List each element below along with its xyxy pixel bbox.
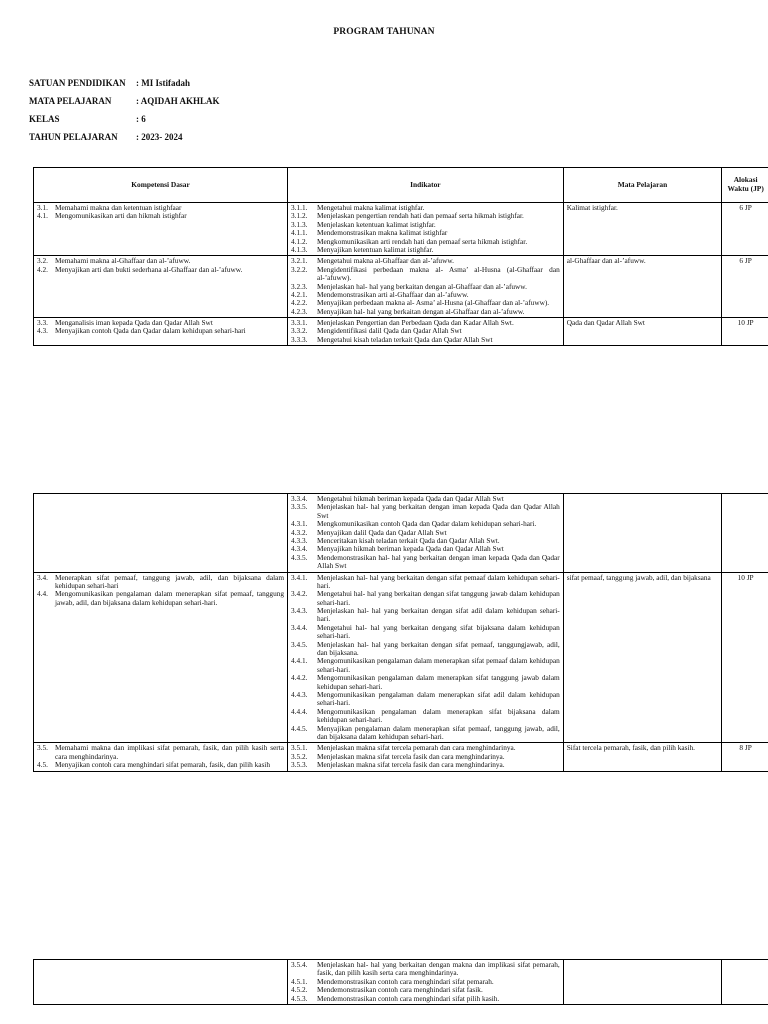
meta-key: MATA PELAJARAN [29, 96, 112, 106]
cell-kompetensi-dasar [34, 572, 288, 743]
indikator-number: 3.3.2. [291, 326, 308, 336]
indikator-text: Menjelaskan pengertian rendah hati dan pemaaf serta hikmah istighfar. [317, 211, 524, 221]
indikator-number: 4.4.1. [291, 656, 308, 666]
indikator-number: 3.5.3. [291, 760, 308, 770]
indikator-number: 4.4.2. [291, 673, 308, 683]
kd-number: 3.4. [37, 572, 48, 582]
cell-indikator [288, 494, 564, 573]
page-title: PROGRAM TAHUNAN [333, 27, 435, 37]
indikator-text: Menyajikan hal- hal yang berkaitan dengan al-Ghaffaar dan al-’afuww. [317, 306, 525, 316]
meta-value: : 6 [136, 114, 146, 124]
program-table-part-3 [33, 959, 768, 1005]
indikator-number: 4.2.1. [291, 289, 308, 299]
indikator-number: 4.4.4. [291, 706, 308, 716]
program-table-part-2 [33, 493, 768, 772]
header-alokasi-waktu: Alokasi Waktu (JP) [722, 168, 768, 203]
indikator-text: Mengomunikasikan pengalaman dalam menerapkan sifat tanggung jawab dalam kehidupan sehari-hari. [317, 673, 560, 691]
indikator-item [291, 708, 560, 725]
indikator-item [291, 624, 560, 641]
meta-row-tahun [29, 132, 220, 150]
indikator-item [291, 607, 560, 624]
kd-number: 4.5. [37, 760, 48, 770]
cell-mata-pelajaran: Kalimat istighfar. [563, 203, 721, 256]
table-row [34, 203, 768, 256]
kd-text: Menyajikan arti dan bukti sederhana al-Ghaffaar dan al-’afuww. [55, 264, 243, 274]
indikator-text: Menjelaskan makna sifat tercela pemarah dan cara menghindarinya. [317, 743, 516, 753]
indikator-number: 4.4.3. [291, 689, 308, 699]
indikator-number: 3.1.3. [291, 219, 308, 229]
indikator-text: Menjelaskan Pengertian dan Perbedaan Qada dan Kadar Allah Swt. [317, 318, 514, 328]
kd-item [37, 744, 284, 761]
cell-kompetensi-dasar [34, 203, 288, 256]
table-row [34, 743, 768, 771]
table-row [34, 960, 768, 1005]
indikator-text: Mendemonstrasikan arti al-Ghaffaar dan al-’afuww. [317, 289, 469, 299]
indikator-text: Menyajikan pengalaman dalam menerapkan sifat pemaaf, tanggung jawab, adil, dan bijaksana dalam kehidupan sehari-hari. [317, 723, 560, 741]
indikator-text: Menyajikan perbedaan makna al- Asma’ al-Husna (al-Ghaffaar dan al-’afuww). [317, 298, 550, 308]
kd-text: Memahami makna dan ketentuan istighfaar [55, 203, 182, 212]
indikator-text: Menjelaskan hal- hal yang berkaitan dengan makna dan implikasi sifat pemarah, fasik, dan pilih kasih serta cara menghindarinya. [317, 960, 560, 978]
header-mata-pelajaran: Mata Pelajaran [563, 168, 721, 203]
meta-value: : AQIDAH AKHLAK [136, 96, 220, 106]
indikator-text: Menjelaskan hal- hal yang berkaitan dengan iman kepada Qada dan Qadar Allah Swt [317, 502, 560, 520]
indikator-number: 3.1.1. [291, 203, 308, 212]
kd-item [37, 761, 284, 769]
cell-indikator [288, 960, 564, 1005]
indikator-text: Mengomunikasikan pengalaman dalam menerapkan sifat bijaksana dalam kehidupan sehari-hari. [317, 706, 560, 725]
indikator-item [291, 246, 560, 254]
indikator-number: 4.1.2. [291, 236, 308, 246]
indikator-text: Menyajikan hikmah beriman kepada Qada dan Qadar Allah Swt [317, 544, 504, 554]
indikator-number: 3.3.5. [291, 502, 308, 512]
indikator-number: 4.2.2. [291, 298, 308, 308]
indikator-item [291, 503, 560, 520]
indikator-text: Mengetahui hal- hal yang berkaitan dengan sifat tanggung jawab dalam kehidupan sehari-hari. [317, 589, 560, 607]
kd-number: 3.2. [37, 256, 48, 266]
kd-text: Mengomunikasikan arti dan hikmah istighfar [55, 211, 187, 221]
header-indikator: Indikator [288, 168, 564, 203]
indikator-item [291, 266, 560, 283]
cell-mata-pelajaran [563, 960, 721, 1005]
indikator-item [291, 725, 560, 742]
indikator-number: 4.1.1. [291, 228, 308, 238]
indikator-text: Menjelaskan hal- hal yang berkaitan dengan sifat pemaaf, tanggungjawab, adil, dan bijaksana. [317, 639, 560, 658]
indikator-text: Menjelaskan hal- hal yang berkaitan dengan sifat adil dalam kehidupan sehari-hari. [317, 606, 560, 624]
indikator-number: 3.3.3. [291, 334, 308, 344]
indikator-text: Menjelaskan makna sifat tercela fasik dan cara menghindarinya. [317, 760, 505, 770]
indikator-text: Menyajikan dalil Qada dan Qadar Allah Swt [317, 527, 447, 537]
indikator-text: Menceritakan kisah teladan terkait Qada dan Qadar Allah Swt. [317, 535, 500, 545]
indikator-item [291, 554, 560, 571]
indikator-text: Mengomunikasikan pengalaman dalam menerapkan sifat pemaaf dalam kehidupan sehari-hari. [317, 656, 560, 674]
indikator-number: 3.3.1. [291, 318, 308, 328]
meta-row-mapel [29, 96, 220, 114]
kd-item [37, 574, 284, 591]
meta-value: : 2023- 2024 [136, 132, 183, 142]
cell-indikator [288, 256, 564, 318]
indikator-item [291, 641, 560, 658]
indikator-text: Menjelaskan makna sifat tercela fasik dan cara menghindarinya. [317, 751, 505, 761]
indikator-number: 4.3.5. [291, 552, 308, 562]
cell-kompetensi-dasar [34, 318, 288, 346]
cell-kompetensi-dasar [34, 494, 288, 573]
cell-mata-pelajaran: Sifat tercela pemarah, fasik, dan pilih kasih. [563, 743, 721, 771]
indikator-number: 4.3.1. [291, 519, 308, 529]
indikator-item [291, 336, 560, 344]
indikator-text: Menjelaskan hal- hal yang berkaitan dengan al-Ghaffaar dan al-’afuww. [317, 281, 527, 291]
cell-alokasi-waktu: 8 JP [722, 743, 768, 771]
kd-number: 4.1. [37, 211, 48, 221]
program-table-part-1 [33, 167, 768, 346]
kd-number: 4.4. [37, 589, 48, 599]
indikator-number: 4.4.5. [291, 723, 308, 733]
indikator-number: 3.2.1. [291, 256, 308, 266]
kd-number: 3.5. [37, 743, 48, 753]
indikator-text: Menyajikan ketentuan kalimat istighfar. [317, 244, 434, 254]
meta-row-satuan [29, 78, 220, 96]
indikator-text: Mengetahui makna al-Ghaffaar dan al-’afuww. [317, 256, 454, 266]
meta-key: TAHUN PELAJARAN [29, 132, 118, 142]
kd-text: Menyajikan contoh Qada dan Qadar dalam kehidupan sehari-hari [55, 326, 246, 336]
indikator-number: 3.1.2. [291, 211, 308, 221]
meta-value: : MI Istifadah [136, 78, 191, 88]
indikator-number: 4.1.3. [291, 244, 308, 254]
cell-alokasi-waktu: 10 JP [722, 318, 768, 346]
indikator-number: 4.3.2. [291, 527, 308, 537]
kd-number: 3.1. [37, 203, 48, 212]
kd-item [37, 327, 284, 335]
indikator-item [291, 761, 560, 769]
indikator-number: 4.5.3. [291, 993, 308, 1003]
cell-alokasi-waktu: 6 JP [722, 203, 768, 256]
meta-row-kelas [29, 114, 220, 132]
cell-indikator [288, 572, 564, 743]
indikator-number: 4.2.3. [291, 306, 308, 316]
indikator-number: 4.3.3. [291, 535, 308, 545]
indikator-number: 3.5.4. [291, 960, 308, 969]
cell-alokasi-waktu: 6 JP [722, 256, 768, 318]
indikator-number: 4.5.1. [291, 976, 308, 986]
indikator-item [291, 691, 560, 708]
indikator-number: 4.3.4. [291, 544, 308, 554]
table-row [34, 318, 768, 346]
kd-text: Menerapkan sifat pemaaf, tanggung jawab, adil, dan bijaksana dalam kehidupan sehari-hari [55, 572, 285, 590]
indikator-text: Mengkomunikasikan contoh Qada dan Qadar dalam kehidupan sehari-hari. [317, 519, 537, 529]
indikator-text: Mengkomunikasikan arti rendah hati dan pemaaf serta hikmah istighfar. [317, 236, 528, 246]
kd-number: 4.3. [37, 326, 48, 336]
indikator-text: Menjelaskan ketentuan kalimat istighfar. [317, 219, 436, 229]
indikator-number: 3.4.2. [291, 589, 308, 599]
indikator-text: Mendemonstrasikan contoh cara menghindari sifat fasik. [317, 985, 483, 995]
kd-text: Menganalisis iman kepada Qada dan Qadar Allah Swt [55, 318, 213, 328]
indikator-text: Mengidentifikasi perbedaan makna al- Asma’ al-Husna (al-Ghaffaar dan al-’afuww). [317, 264, 560, 283]
cell-indikator [288, 203, 564, 256]
cell-alokasi-waktu: 10 JP [722, 572, 768, 743]
cell-kompetensi-dasar [34, 743, 288, 771]
kd-text: Memahami makna dan implikasi sifat pemarah, fasik, dan pilih kasih serta cara menghindarinya. [55, 743, 285, 761]
cell-mata-pelajaran: al-Ghaffaar dan al-’afuww. [563, 256, 721, 318]
cell-kompetensi-dasar [34, 960, 288, 1005]
cell-alokasi-waktu [722, 494, 768, 573]
cell-indikator [288, 743, 564, 771]
meta-key: SATUAN PENDIDIKAN [29, 78, 126, 88]
table-row [34, 256, 768, 318]
indikator-number: 3.5.1. [291, 743, 308, 753]
indikator-text: Menjelaskan hal- hal yang berkaitan dengan sifat pemaaf dalam kehidupan sehari-hari. [317, 572, 560, 590]
indikator-text: Mengetahui hikmah beriman kepada Qada dan Qadar Allah Swt [317, 494, 504, 503]
indikator-item [291, 590, 560, 607]
table-row [34, 494, 768, 573]
indikator-item [291, 308, 560, 316]
cell-alokasi-waktu [722, 960, 768, 1005]
indikator-number: 3.4.1. [291, 572, 308, 582]
cell-kompetensi-dasar [34, 256, 288, 318]
indikator-text: Mengetahui hal- hal yang berkaitan dengang sifat bijaksana dalam kehidupan sehari-hari. [317, 622, 560, 641]
indikator-number: 3.4.5. [291, 639, 308, 649]
kd-text: Memahami makna al-Ghaffaar dan al-’afuww. [55, 256, 191, 266]
document-meta [29, 78, 220, 150]
indikator-text: Mendemonstrasikan hal- hal yang berkaitan dengan iman kepada Qada dan Qadar Allah Swt [317, 552, 560, 571]
kd-number: 4.2. [37, 264, 48, 274]
table-row [34, 572, 768, 743]
kd-item [37, 266, 284, 274]
indikator-text: Mendemonstrasikan contoh cara menghindari sifat pemarah. [317, 976, 494, 986]
header-kompetensi-dasar: Kompetensi Dasar [34, 168, 288, 203]
indikator-text: Mengomunikasikan pengalaman dalam menerapkan sifat adil dalam kehidupan sehari-hari. [317, 689, 560, 708]
indikator-number: 3.4.3. [291, 606, 308, 616]
indikator-number: 3.3.4. [291, 494, 308, 503]
indikator-text: Mendemonstrasikan makna kalimat istighfar [317, 228, 448, 238]
cell-mata-pelajaran: Qada dan Qadar Allah Swt [563, 318, 721, 346]
indikator-item [291, 961, 560, 978]
indikator-item [291, 574, 560, 591]
kd-item [37, 590, 284, 607]
indikator-item [291, 995, 560, 1003]
cell-mata-pelajaran [563, 494, 721, 573]
indikator-item [291, 657, 560, 674]
indikator-item [291, 674, 560, 691]
kd-number: 3.3. [37, 318, 48, 328]
indikator-text: Mengetahui kisah teladan terkait Qada dan Qadar Allah Swt [317, 334, 493, 344]
indikator-number: 3.4.4. [291, 622, 308, 632]
indikator-number: 4.5.2. [291, 985, 308, 995]
indikator-text: Mengetahui makna kalimat istighfar. [317, 203, 425, 212]
table-header-row [34, 168, 768, 203]
indikator-text: Mengidentifikasi dalil Qada dan Qadar Allah Swt [317, 326, 462, 336]
kd-text: Menyajikan contoh cara menghindari sifat pemarah, fasik, dan pilih kasih [55, 760, 270, 770]
indikator-number: 3.5.2. [291, 751, 308, 761]
cell-mata-pelajaran: sifat pemaaf, tanggung jawab, adil, dan bijaksana [563, 572, 721, 743]
meta-key: KELAS [29, 114, 60, 124]
cell-indikator [288, 318, 564, 346]
kd-text: Mengomunikasikan pengalaman dalam menerapkan sifat pemaaf, tanggung jawab, adil, dan bijaksana dalam kehidupan sehari-hari. [55, 589, 285, 607]
indikator-text: Mendemonstrasikan contoh cara menghindari sifat pilih kasih. [317, 993, 500, 1003]
indikator-number: 3.2.2. [291, 264, 308, 274]
indikator-number: 3.2.3. [291, 281, 308, 291]
kd-item [37, 212, 284, 220]
